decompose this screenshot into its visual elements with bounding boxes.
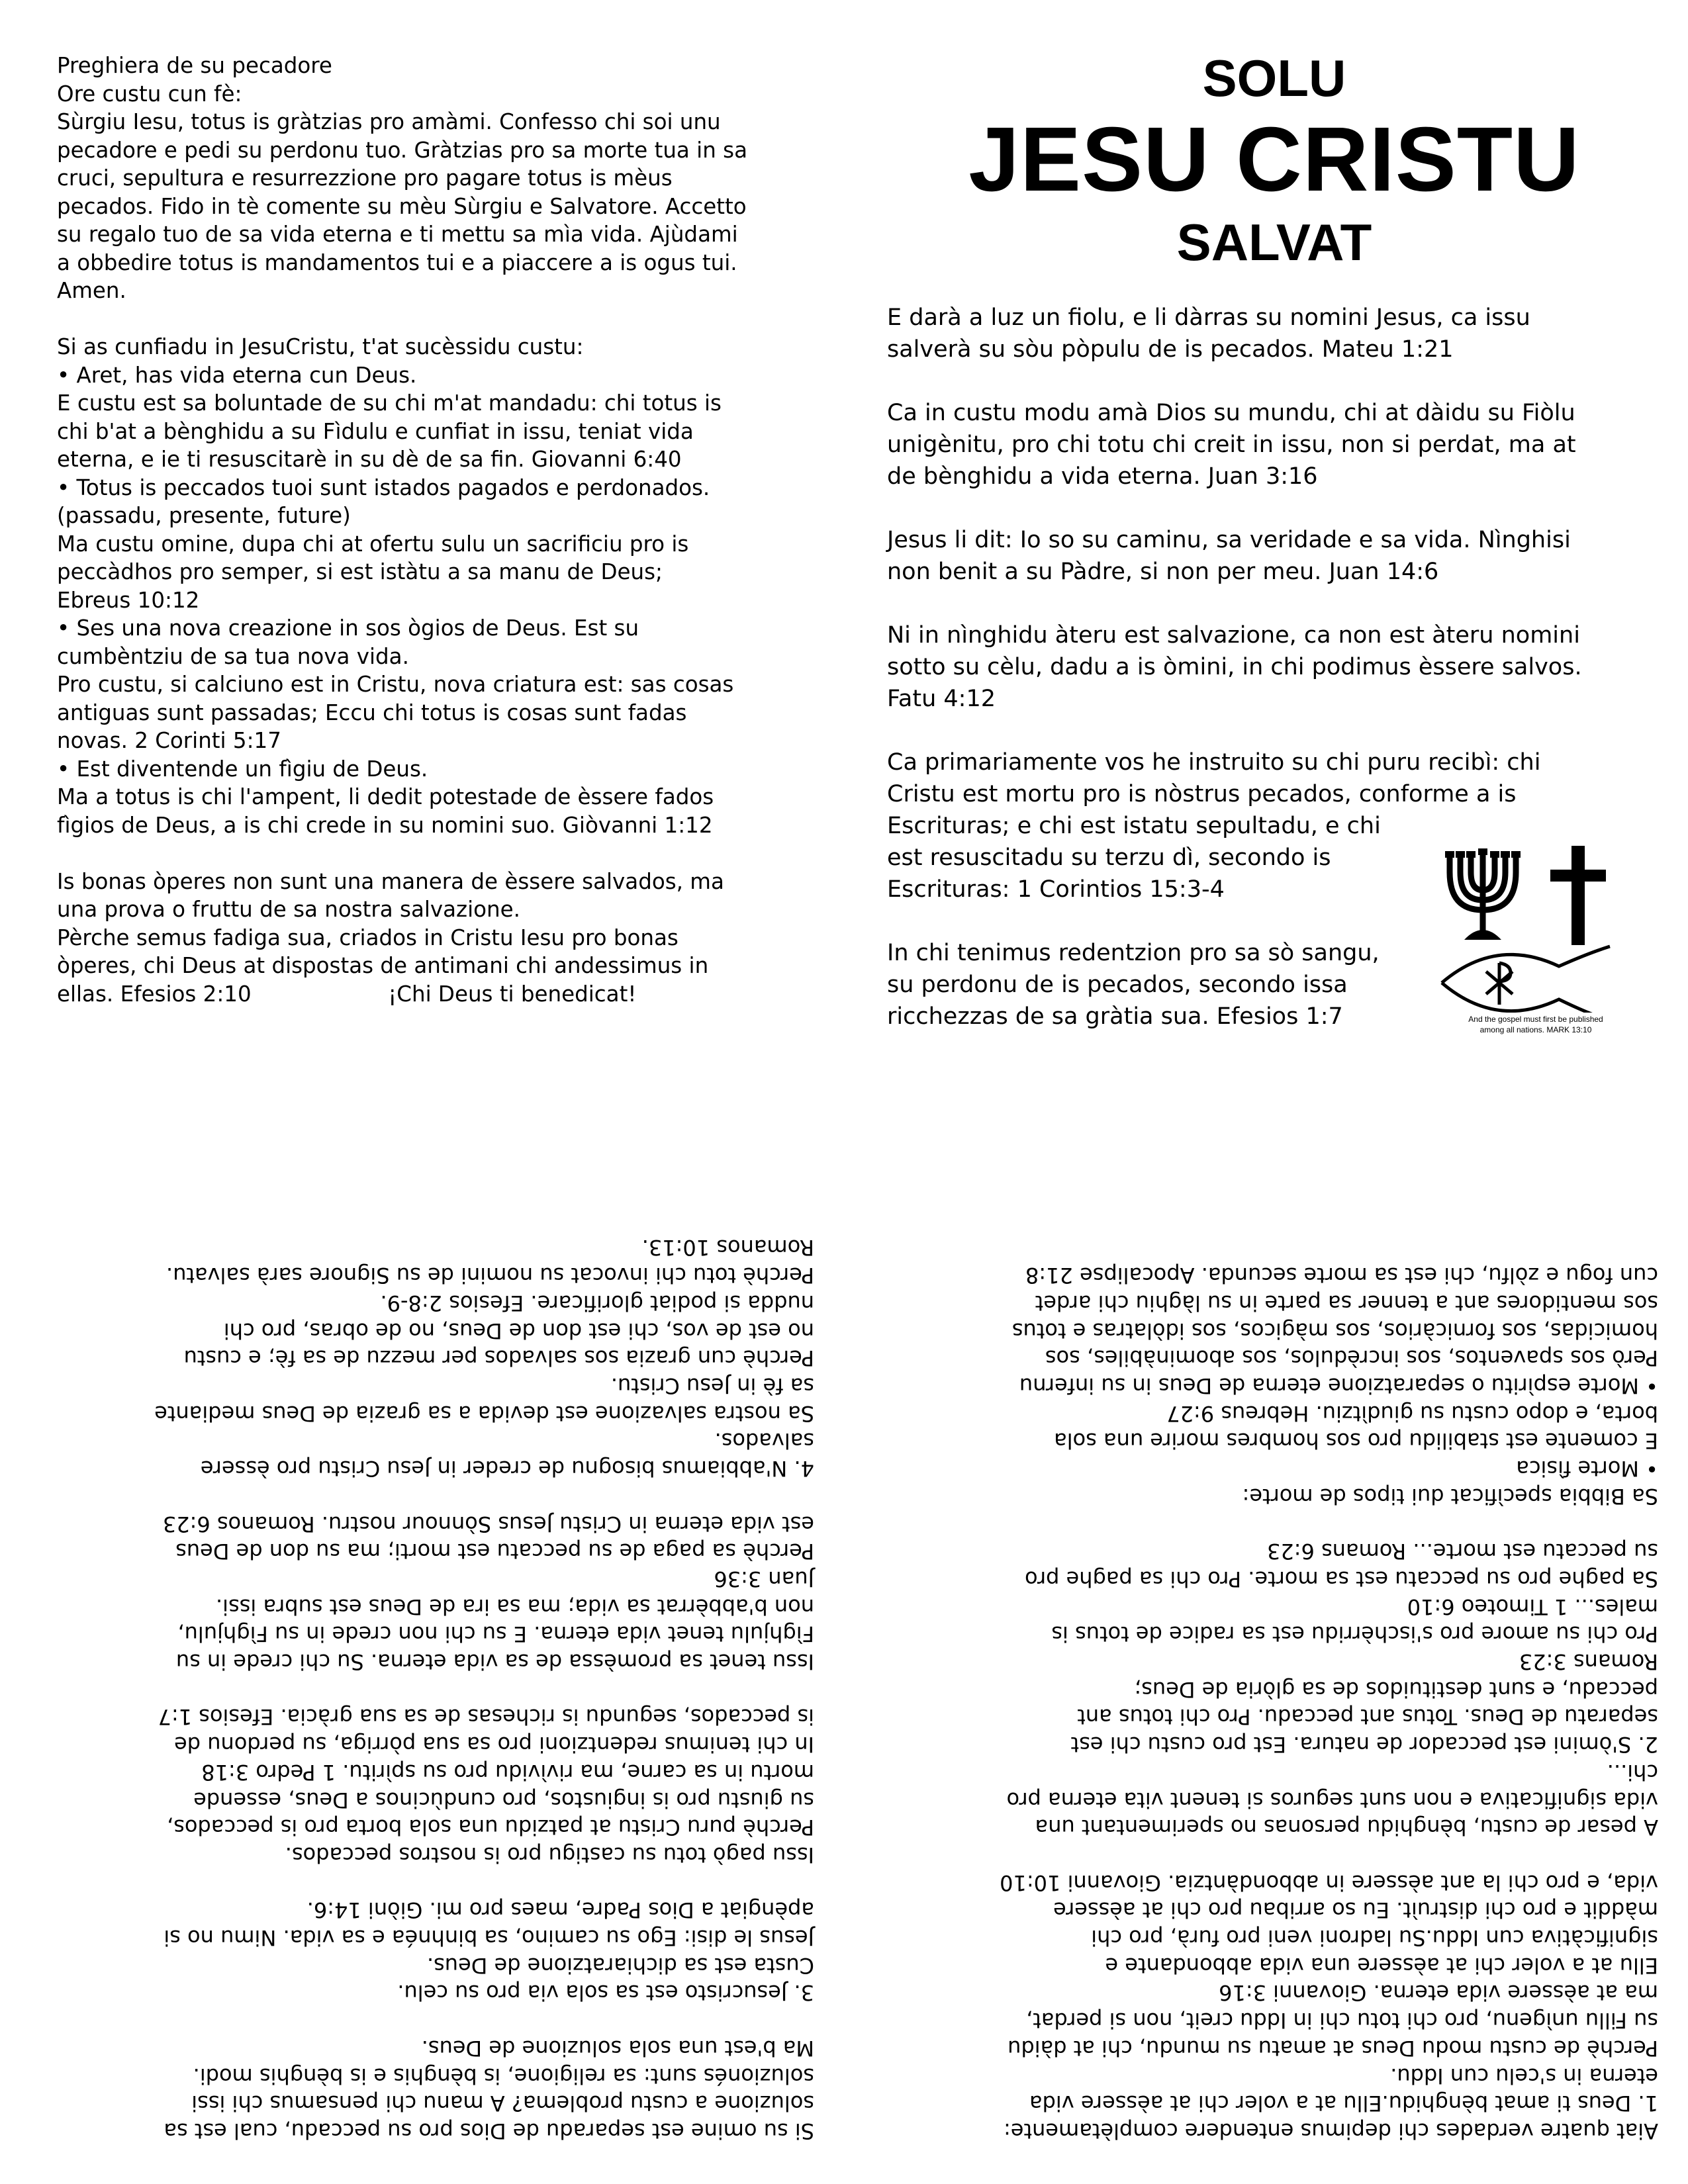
prayer-line: Ebreus 10:12 xyxy=(57,587,200,613)
prayer-line: Ma custu omine, dupa chi at ofertu sulu un sacrificiu pro is xyxy=(57,531,689,557)
bottom-right-line: màddit e pro chi distruìt. Eu so arribau pro chi at aèssere xyxy=(1053,1897,1658,1923)
prayer-line: pecadore e pedi su perdonu tuo. Gràtzias pro sa morte tua in sa xyxy=(57,137,747,163)
prayer-line: (passadu, presente, future) xyxy=(57,503,351,528)
bottom-right-line: 1. Deus ti amat bènghidu.Ellu at a voler chi at aèssere vida xyxy=(1029,2091,1658,2116)
bottom-right-line: ma at aèssere vida eterna. Giovanni 3:16 xyxy=(1219,1980,1658,2006)
bottom-right-line: Romans 3:23 xyxy=(1519,1649,1658,1675)
verse-line: unigènitu, pro chi totu chi creit in issu, non si perdat, ma at xyxy=(887,432,1576,458)
bottom-right-line: peccadu, e sunt destituidos de sa glòria de Deus; xyxy=(1134,1676,1658,1702)
prayer-line: eterna, e ie ti resuscitarè in su dè de sa fin. Giovanni 6:40 xyxy=(57,447,682,472)
title-solu: SOLU xyxy=(1202,49,1346,107)
bottom-left-line: Sa nostra salvazione est devida a sa grazia de Deus mediante xyxy=(154,1400,814,1426)
prayer-line: pecados. Fido in tè comente su mèu Sùrgiu e Salvatore. Accetto xyxy=(57,193,747,219)
bottom-right-line: Pro chi su amore pro s'ischèrridu est sa radice de totus is xyxy=(1051,1621,1658,1647)
prayer-line: cruci, sepultura e resurrezzione pro pagare totus is mèus xyxy=(57,165,673,191)
bottom-left-line: salvados. xyxy=(714,1428,814,1454)
bottom-right-line: males... 1 Timoteo 6:10 xyxy=(1407,1594,1658,1619)
bottom-right-line: vida significativa e non sunt seguros si tenent vita eterna pro xyxy=(1006,1787,1658,1813)
bottom-left-line: Issu pagò totu su castigu pro is nostros peccados. xyxy=(285,1842,814,1868)
bottom-left-line: Perchè puru Cristu at patzidu una sola borta pro is peccados, xyxy=(167,1815,814,1841)
bottom-left-line: Juan 3:36 xyxy=(714,1566,814,1592)
title-jesu-cristu: JESU CRISTU xyxy=(968,109,1580,210)
prayer-line: a obbedire totus is mandamentos tui e a piaccere a is ogus tui. xyxy=(57,250,737,275)
verse-line: de bènghidu a vida eterna. Juan 3:16 xyxy=(887,463,1318,490)
prayer-line: Ma a totus is chi l'ampent, li dedit potestade de èssere fados xyxy=(57,784,714,809)
bottom-right-line: • Morte espìritu o separatzione eterna de Deus in su infernu xyxy=(1019,1373,1658,1399)
prayer-line: Amen. xyxy=(57,278,126,303)
verse-line: non benit a su Pàdre, si non per meu. Juan 14:6 xyxy=(887,559,1439,585)
prayer-line xyxy=(57,839,818,868)
bottom-left-line: soluzionés sunt: sa religione, is bènghis e is bènghis modi. xyxy=(193,2063,814,2089)
verse-block xyxy=(887,397,1635,492)
prayer-line: • Ses una nova creazione in sos ògios de Deus. Est su xyxy=(57,615,639,641)
verse-line: Escrituras: 1 Corintios 15:3-4 xyxy=(887,876,1225,903)
bottom-right-line: Aiat quatre verdades chi depimus entendere complètamente: xyxy=(1004,2118,1658,2144)
verse-spacer xyxy=(887,588,1635,619)
bottom-left-line: 4. N'abbiamus bisognu de creder in Jesu Cristu pro èssere xyxy=(200,1456,814,1482)
verse-line: salverà su sòu pòpulu de is pecados. Mateu 1:21 xyxy=(887,336,1454,363)
bottom-left-line xyxy=(53,1675,814,1703)
bottom-left-line: Custa est sa dichiaratzione de Deus. xyxy=(426,1952,814,1978)
bottom-right-line: su Fillu unìgenu, pro chi totu chi in Iddu creit, non si perdat, xyxy=(1026,2008,1658,2034)
bottom-right-line: sos mentidores ant a tenner sa parte in su làghiu chi ardet xyxy=(1035,1290,1658,1316)
verse-line: Ca in custu modu amà Dios su mundu, chi at dàidu su Fiòlu xyxy=(887,400,1575,426)
verse-spacer xyxy=(887,365,1635,397)
prayer-line: Ore custu cun fè: xyxy=(57,81,242,107)
bottom-left-line: is peccados, segundu is richesas de sa sua gràcia. Efesios 1:7 xyxy=(158,1704,814,1730)
prayer-line: Preghiera de su pecadore xyxy=(57,53,332,78)
bottom-right-line: significàtiva cun Iddu.Su ladroni veni pro furà, pro chi xyxy=(1091,1925,1658,1951)
prayer-line: òperes, chi Deus at dispostas de antimani chi andessimus in xyxy=(57,953,709,978)
verse-line: Ca primariamente vos he instruito su chi puru recibì: chi xyxy=(887,749,1541,776)
prayer-line: • Est diventende un fìgiu de Deus. xyxy=(57,756,428,782)
bottom-right-line: • Morte fìsica xyxy=(1516,1456,1658,1482)
prayer-line: Sùrgiu Iesu, totus is gràtzias pro amàmi. Confesso chi soi unu xyxy=(57,109,721,134)
prayer-line: • Aret, has vida eterna cun Deus. xyxy=(57,362,417,388)
bottom-left-line: mortu in sa carne, ma rivìvidu pro su spìritu. 1 Pedro 3:18 xyxy=(201,1759,814,1785)
verse-line: Cristu est mortu pro is nòstrus pecados, conforme a is xyxy=(887,781,1517,807)
verse-spacer xyxy=(887,492,1635,524)
verse-block xyxy=(887,619,1635,715)
bottom-right-line: Perchè de custu modu Deus at amatu su mundu, chi at dàidu xyxy=(1008,2035,1658,2061)
prayer-panel xyxy=(57,52,818,1008)
bottom-left-panel-inverted xyxy=(53,1152,814,2144)
title-salvat: SALVAT xyxy=(1176,213,1372,271)
prayer-line xyxy=(57,305,818,334)
bottom-left-line: Ma b'est una sola soluzione de Deus. xyxy=(421,2035,814,2061)
bottom-right-line: cun fogu e zòlfu, chi est sa morte secunda. Apocalipse 21:8 xyxy=(1025,1263,1658,1289)
prayer-line: Is bonas òperes non sunt una manera de èssere salvados, ma xyxy=(57,868,724,894)
prayer-line: novas. 2 Corinti 5:17 xyxy=(57,728,281,753)
bottom-left-line: non b'abbèrrat sa vida; ma sa ira de Deus est subra issi. xyxy=(215,1594,814,1619)
verse-line: ricchezzas de sa gràtia sua. Efesios 1:7 xyxy=(887,1003,1343,1030)
bottom-left-line: Si su omine est separadu de Dios pro su peccadu, cual est sa xyxy=(164,2118,814,2144)
bottom-right-line: eterna in s'celu cun Iddu. xyxy=(1390,2063,1658,2089)
verse-line: Ni in nìnghidu àteru est salvazione, ca non est àteru nomini xyxy=(887,622,1580,649)
verse-spacer xyxy=(887,715,1635,747)
bottom-right-line: E comente est stabilidu pro sos hombres morire una sola xyxy=(1054,1428,1658,1454)
bottom-right-line: homicidas, sos fornicàrios, sos màgicos, sos idòlatras e totus xyxy=(1011,1318,1658,1343)
bottom-left-line: nudda si podiat glorificare. Efesios 2:8-9. xyxy=(380,1290,814,1316)
prayer-line: Pro custu, si calciuno est in Cristu, nova criatura est: sas cosas xyxy=(57,672,734,697)
prayer-line: peccàdhos pro semper, si est istàtu a sa manu de Deus; xyxy=(57,559,663,584)
bottom-left-line: no est de vos, chi est don de Deus, no de obras, pro chi xyxy=(223,1318,814,1343)
bottom-right-line: A pesar de custu, bènghidu personas no sperimentant una xyxy=(1035,1815,1658,1841)
bottom-right-panel-inverted xyxy=(897,1152,1658,2144)
cross-icon xyxy=(1550,846,1606,945)
bottom-right-line: 2. S'òmini est peccador de natura. Est pro custu chi est xyxy=(1070,1732,1658,1758)
bottom-right-line: su peccatu est morte... Romans 6:23 xyxy=(1267,1539,1658,1565)
bottom-left-line: Fìghjulu tenet vida eterna. E su chi non crede in su Fìghjulu, xyxy=(177,1621,814,1647)
bottom-right-line: chi... xyxy=(1607,1759,1658,1785)
bottom-right-line: Ellu at a voler chi at aèssere una vida abbondante e xyxy=(1105,1952,1658,1978)
bottom-right-line: Sa Bibbia specìficat dui tipos de morte: xyxy=(1242,1483,1658,1509)
bottom-left-line xyxy=(53,1868,814,1896)
symbols-graphic xyxy=(1436,841,1635,1013)
caption-line-2: among all nations. MARK 13:10 xyxy=(1479,1025,1592,1034)
verse-block xyxy=(887,302,1635,365)
bottom-left-line: est vida eterna in Cristu Jesus Sònnour nostru. Romanos 6:23 xyxy=(162,1511,814,1537)
bottom-right-line: separatu de Deus. Totus ant peccadu. Pro chi totus ant xyxy=(1077,1704,1658,1730)
symbols-block xyxy=(1436,841,1635,1052)
prayer-line: antiguas sunt passadas; Eccu chi totus is cosas sunt fadas xyxy=(57,700,687,725)
bottom-left-line: soluzione a custu problema? A manu chi pensamus chi issi xyxy=(191,2091,814,2116)
bottom-left-line: Issu tenet sa promèssa de sa vida eterna. Su chi crede in su xyxy=(175,1649,814,1675)
bottom-left-line: In chi tenimus redentzioni pro sa sua pòrriga, su perdonu de xyxy=(174,1732,814,1758)
bottom-left-line xyxy=(53,1482,814,1510)
bottom-left-line: su giustu pro is ingiustos, pro cundùcinos a Deus, essende xyxy=(193,1787,814,1813)
prayer-line: E custu est sa boluntade de su chi m'at mandadu: chi totus is xyxy=(57,390,722,416)
verse-line: Jesus li dit: Io so su caminu, sa veridade e sa vida. Nìnghisi xyxy=(887,527,1571,553)
prayer-line: una prova o fruttu de sa nostra salvazione. xyxy=(57,897,520,922)
prayer-line: ellas. Efesios 2:10 ¡Chi Deus ti benedicat! xyxy=(57,981,637,1007)
verse-line: su perdonu de is pecados, secondo issa xyxy=(887,972,1348,998)
prayer-line: fìgios de Deus, a is chi crede in su nomini suo. Giòvanni 1:12 xyxy=(57,812,713,838)
verse-block xyxy=(887,524,1635,588)
prayer-line: cumbèntziu de sa tua nova vida. xyxy=(57,643,409,669)
prayer-line: Si as cunfiadu in JesuCristu, t'at sucèssidu custu: xyxy=(57,334,584,359)
ichthys-chi-rho-icon xyxy=(1442,946,1610,1013)
bottom-left-line: Jesus le disi: Ego su camino, sa binhnéa e sa vida. Nimu no si xyxy=(164,1925,814,1951)
bottom-left-line: 3. Jesucristo est sa sola via pro su celu. xyxy=(397,1980,814,2006)
bottom-left-line: apèngiat a Dios Padre, maes pro mi. Giòni 14:6. xyxy=(306,1897,814,1923)
verse-line: est resuscitadu su terzu dì, secondo is xyxy=(887,844,1331,871)
bottom-left-line: sa fè in Jesu Cristu. xyxy=(610,1373,814,1399)
bottom-right-line xyxy=(897,1841,1658,1868)
bottom-right-line: borta, e dopo custu su giudìtziu. Hebreus 9:27 xyxy=(1166,1400,1658,1426)
bottom-left-line: Perchè cun grazia sos salvados per mezzu de sa fè; e custu xyxy=(183,1345,814,1371)
bottom-right-line: Però sos spaventos, sos incrèdulos, sos abominàbiles, sos xyxy=(1045,1345,1658,1371)
mark-13-10-caption xyxy=(1436,1014,1635,1035)
prayer-line: chi b'at a bènghidu a su Fìdulu e cunfiat in issu, teniat vida xyxy=(57,418,694,444)
bottom-left-line: Perchè totu chi invocat su nomini de su Signore sarà salvatu. xyxy=(165,1263,814,1289)
prayer-line: • Totus is peccados tuoi sunt istados pagados e perdonados. xyxy=(57,475,710,500)
caption-line-1: And the gospel must first be published xyxy=(1468,1015,1603,1024)
prayer-line: Pèrche semus fadiga sua, criados in Cristu Iesu pro bonas xyxy=(57,925,679,950)
bottom-left-line: Romanos 10:13. xyxy=(641,1235,814,1261)
verse-line: sotto su cèlu, dadu a is òmini, in chi podimus èssere salvos. xyxy=(887,654,1582,680)
menorah-icon xyxy=(1445,848,1521,940)
verse-line: E darà a luz un fiolu, e li dàrras su nomini Jesus, ca issu xyxy=(887,304,1530,331)
bottom-right-line: Sa paghe pro su peccatu est sa morte. Pro chi sa paghe pro xyxy=(1025,1566,1658,1592)
verse-line: Fatu 4:12 xyxy=(887,686,996,712)
verse-line: Escrituras; e chi est istatu sepultadu, e chi xyxy=(887,813,1381,839)
verse-line: In chi tenimus redentzion pro sa sò sangu, xyxy=(887,940,1380,966)
prayer-line: su regalo tuo de sa vida eterna e ti mettu sa mìa vida. Ajùdami xyxy=(57,222,738,247)
bottom-right-line: vida, e pro chi la ant aèssere in abbondàntzia. Giovanni 10:10 xyxy=(1000,1870,1658,1895)
bottom-left-line: Perchè sa paga de su peccatu est morti; ma su don de Deus xyxy=(175,1539,814,1565)
bottom-right-line xyxy=(897,1510,1658,1537)
bottom-left-line xyxy=(53,2006,814,2034)
